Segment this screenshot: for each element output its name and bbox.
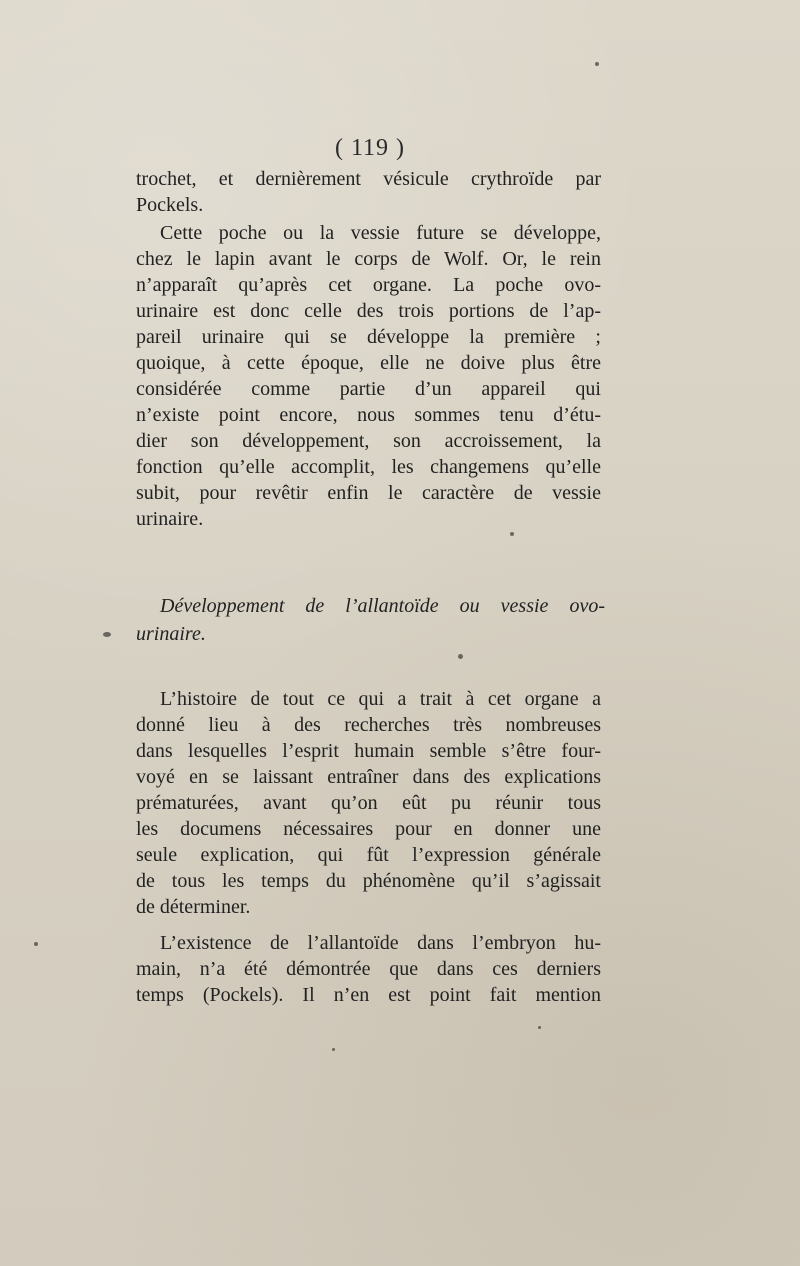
text-line: L’existence de l’allantoïde dans l’embryon hu-: [160, 932, 601, 954]
text-line: subit, pour revêtir enfin le caractère de vessie: [136, 482, 601, 504]
closing-paragraph: [136, 930, 601, 1008]
text-line: seule explication, qui fût l’expression générale: [136, 844, 601, 866]
page-number: ( 119 ): [334, 135, 406, 161]
ink-speck: [332, 1048, 335, 1051]
text-line: considérée comme partie d’un appareil qui: [136, 378, 601, 400]
text-line: quoique, à cette époque, elle ne doive plus être: [136, 352, 601, 374]
ink-speck: [538, 1026, 541, 1029]
text-line: trochet, et dernièrement vésicule crythroïde par: [136, 168, 601, 190]
text-line: temps (Pockels). Il n’en est point fait mention: [136, 984, 601, 1006]
text-line: dans lesquelles l’esprit humain semble s’être four-: [136, 740, 601, 762]
text-line: pareil urinaire qui se développe la première ;: [136, 326, 601, 348]
text-line: donné lieu à des recherches très nombreuses: [136, 714, 601, 736]
text-line: fonction qu’elle accomplit, les changemens qu’elle: [136, 456, 601, 478]
opening-paragraph: [136, 166, 601, 218]
text-line: main, n’a été démontrée que dans ces derniers: [136, 958, 601, 980]
text-line: urinaire est donc celle des trois portions de l’ap-: [136, 300, 601, 322]
text-line: dier son développement, son accroissement, la: [136, 430, 601, 452]
text-line: L’histoire de tout ce qui a trait à cet organe a: [160, 688, 601, 710]
text-line: de tous les temps du phénomène qu’il s’agissait: [136, 870, 601, 892]
section-heading: [136, 592, 605, 648]
history-paragraph: [136, 686, 601, 920]
text-line: de déterminer.: [136, 896, 251, 918]
main-paragraph: [136, 220, 601, 532]
text-line: n’apparaît qu’après cet organe. La poche ovo-: [136, 274, 601, 296]
heading-line: Développement de l’allantoïde ou vessie ovo-: [160, 595, 605, 617]
text-line: n’existe point encore, nous sommes tenu d’étu-: [136, 404, 601, 426]
text-line: voyé en se laissant entraîner dans des explications: [136, 766, 601, 788]
ink-speck: [34, 942, 38, 946]
text-line: Pockels.: [136, 194, 204, 216]
ink-speck: [510, 532, 514, 536]
text-line: urinaire.: [136, 508, 204, 530]
text-line: les documens nécessaires pour en donner une: [136, 818, 601, 840]
text-line: Cette poche ou la vessie future se développe,: [160, 222, 601, 244]
heading-line: urinaire.: [136, 623, 206, 645]
ink-speck: [458, 654, 463, 659]
text-line: prématurées, avant qu’on eût pu réunir tous: [136, 792, 601, 814]
text-line: chez le lapin avant le corps de Wolf. Or, le rein: [136, 248, 601, 270]
ink-speck: [103, 632, 111, 637]
ink-speck: [595, 62, 599, 66]
